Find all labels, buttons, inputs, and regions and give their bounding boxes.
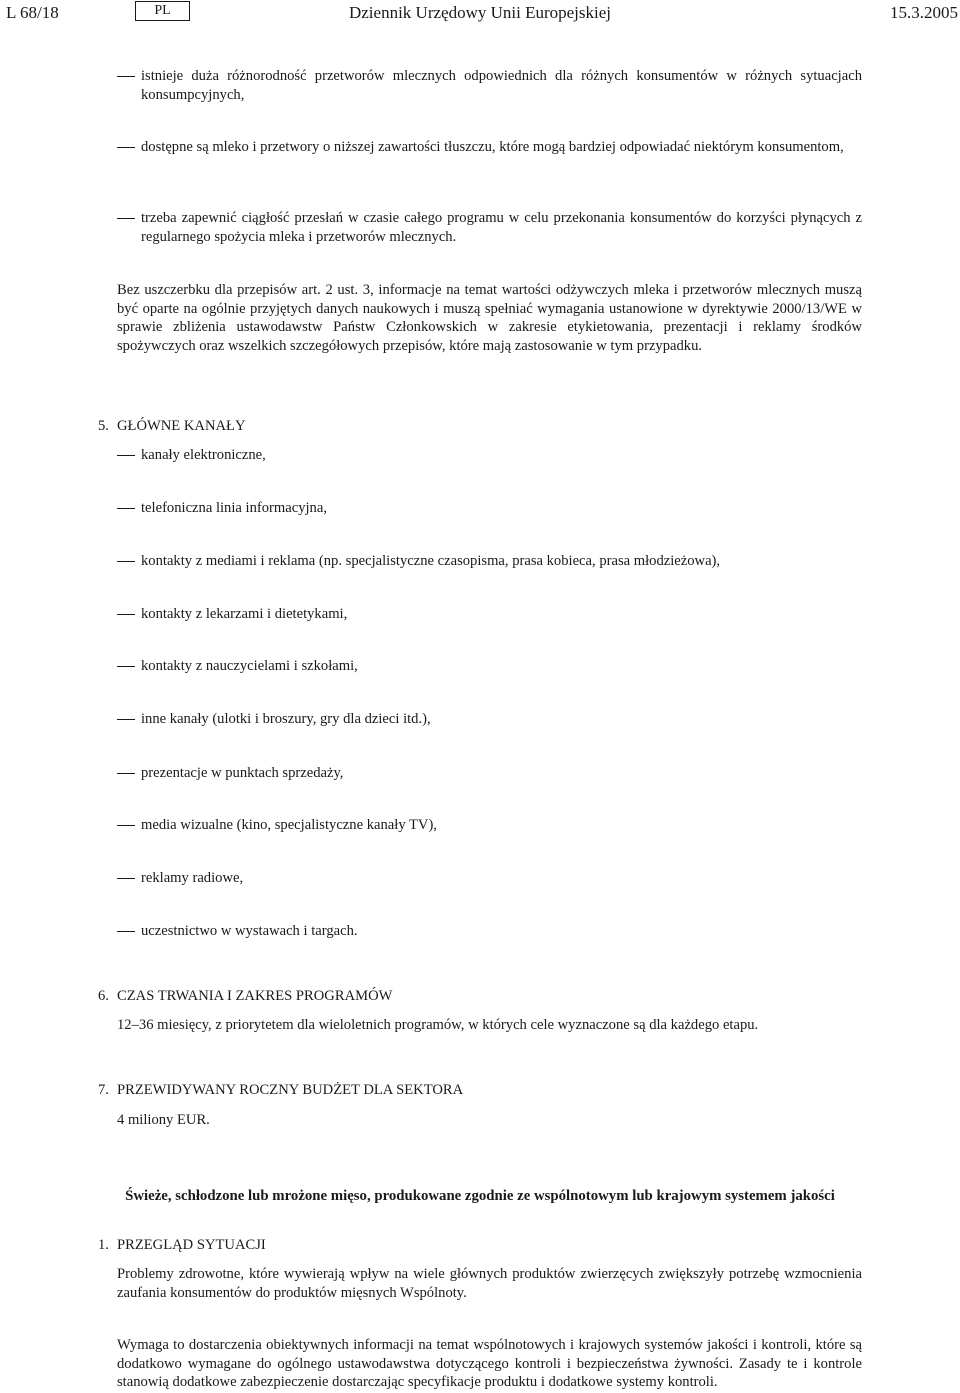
dash-marker [117, 825, 135, 826]
list-item: istnieje duża różnorodność przetworów mlecznych odpowiednich dla różnych konsumentów w różnych sytuacjach konsumpcyjnych, [117, 67, 862, 104]
publication-date: 15.3.2005 [890, 3, 958, 22]
section-1-paragraph: Wymaga to dostarczenia obiektywnych informacji na temat wspólnotowych i krajowych systemów jakości i kontroli, które są dodatkowo wymagane do ogólnego ustawodawstwa dotyczącego kontroli i bezpieczeństwa żywności. Zasady te i kontrole stanowią dodatkowe zabezpieczenie dostarczając specyfikacje produktu i dodatkowe systemy kontroli. [117, 1337, 862, 1391]
section-6-text: 12–36 miesięcy, z priorytetem dla wieloletnich programów, w których cele wyznaczone są dla każdego etapu. [117, 1017, 759, 1033]
list-item: uczestnictwo w wystawach i targach. [117, 922, 862, 941]
list-item: kontakty z lekarzami i dietetykami, [117, 605, 862, 624]
section-1-paragraph: Problemy zdrowotne, które wywierają wpływ na wiele głównych produktów zwierzęcych zwiększyły potrzebę wzmocnienia zaufania konsumentów do produktów mięsnych Wspólnoty. [117, 1266, 862, 1301]
list-item: reklamy radiowe, [117, 869, 862, 888]
dash-marker [117, 147, 135, 148]
dash-marker [117, 719, 135, 720]
dash-marker [117, 878, 135, 879]
language-badge: PL [135, 1, 190, 21]
dash-marker [117, 561, 135, 562]
dash-marker [117, 508, 135, 509]
list-item: dostępne są mleko i przetwory o niższej zawartości tłuszczu, które mogą bardziej odpowiadać niektórym konsumentom, [117, 138, 862, 157]
section-6-heading: 6. CZAS TRWANIA I ZAKRES PROGRAMÓW [98, 988, 393, 1004]
dash-marker [117, 666, 135, 667]
list-item: inne kanały (ulotki i broszury, gry dla dzieci itd.), [117, 710, 862, 729]
dash-marker [117, 614, 135, 615]
section-1-heading: 1. PRZEGLĄD SYTUACJI [98, 1237, 266, 1253]
dash-marker [117, 218, 135, 219]
section-7-heading: 7. PRZEWIDYWANY ROCZNY BUDŻET DLA SEKTORA [98, 1082, 464, 1098]
list-item: trzeba zapewnić ciągłość przesłań w czasie całego programu w celu przekonania konsumentów do korzyści płynących z regularnego spożycia mleka i przetworów mlecznych. [117, 209, 862, 246]
list-item: kontakty z mediami i reklama (np. specjalistyczne czasopisma, prasa kobieca, prasa młodzieżowa), [117, 552, 862, 571]
journal-title: Dziennik Urzędowy Unii Europejskiej [348, 3, 611, 22]
dash-marker [117, 931, 135, 932]
section-5-heading: 5. GŁÓWNE KANAŁY [98, 418, 246, 434]
list-item: kontakty z nauczycielami i szkołami, [117, 657, 862, 676]
list-item: telefoniczna linia informacyjna, [117, 499, 862, 518]
list-item: prezentacje w punktach sprzedaży, [117, 764, 862, 783]
page-reference: L 68/18 [6, 3, 59, 22]
list-item: media wizualne (kino, specjalistyczne kanały TV), [117, 816, 862, 835]
dash-marker [117, 773, 135, 774]
intro-paragraph: Bez uszczerbku dla przepisów art. 2 ust. 3, informacje na temat wartości odżywczych mleka i przetworów mlecznych muszą być oparte na ogólnie przyjętych danych naukowych i muszą spełniać wymagania ustanowione w dyrektywie 2000/13/WE w sprawie zbliżenia ustawodawstw Państw Członkowskich w zakresie etykietowania, prezentacji i reklamy środków spożywczych oraz wszelkich szczegółowych przepisów, które mają zastosowanie w tym przypadku. [117, 282, 862, 354]
product-title: Świeże, schłodzone lub mrożone mięso, produkowane zgodnie ze wspólnotowym lub krajowym systemem jakości [125, 1188, 835, 1204]
dash-marker [117, 455, 135, 456]
dash-marker [117, 76, 135, 77]
section-7-text: 4 miliony EUR. [117, 1112, 210, 1128]
list-item: kanały elektroniczne, [117, 446, 862, 465]
